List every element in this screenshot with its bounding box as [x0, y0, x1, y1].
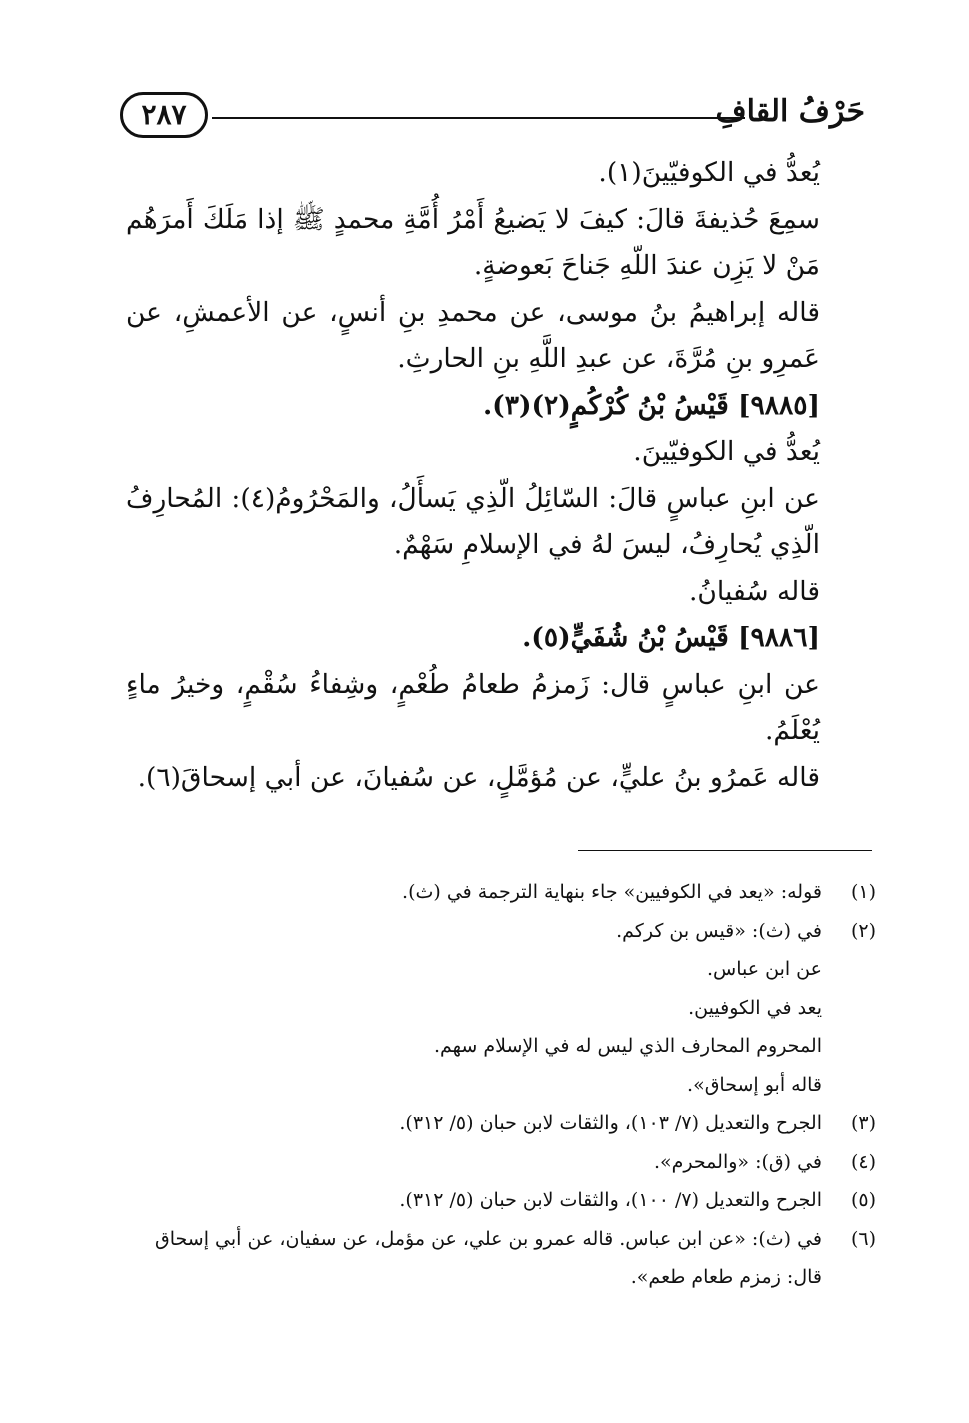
- footnote-text: في (ق): «والمحرم».: [654, 1150, 822, 1173]
- footnote-number: (٤): [850, 1150, 876, 1173]
- footnote: [126, 1143, 876, 1182]
- footnote: [126, 1181, 876, 1220]
- header-divider: [212, 117, 745, 119]
- footnotes: [126, 873, 876, 1297]
- footnote-text: قوله: «يعد في الكوفيين» جاء بنهاية الترجمة في (ث).: [402, 881, 822, 903]
- footnote-continuation: قاله أبو إسحاق».: [687, 1073, 822, 1096]
- footnote-continuation: عن ابن عباس.: [706, 958, 822, 980]
- footnote-text: في (ث): «قيس بن كركم.: [616, 919, 822, 942]
- body-paragraph: قاله سُفيانُ.: [688, 575, 820, 607]
- footnote-number: (٢): [850, 919, 876, 942]
- body-paragraph: عن ابنِ عباسٍ قالَ: السّائِلُ الّذِي يَسأَلُ، والمَحْرُومُ(٤): المُحارِفُ الّذِي يُحارِفُ، ليسَ لهُ في الإسلامِ سَهْمٌ.: [126, 482, 820, 560]
- page-number: ٢٨٧: [120, 92, 208, 138]
- body-paragraph: قاله إبراهيمُ بنُ موسى، عن محمدِ بنِ أنسٍ، عن الأعمشِ، عن عَمرِو بنِ مُرَّةَ، عن عبدِ اللَّهِ بنِ الحارثِ.: [126, 296, 820, 374]
- footnote: [126, 1220, 876, 1297]
- footnote-divider: [578, 850, 872, 851]
- body-paragraph: يُعدُّ في الكوفيّينَ.: [633, 436, 820, 467]
- body-paragraph: عن ابنِ عباسٍ قال: زَمزمُ طعامُ طُعْمٍ، وشِفاءُ سُقْمٍ، وخيرُ ماءٍ يُعْلَمُ.: [126, 668, 820, 746]
- footnote-text: الجرح والتعديل (٧/ ١٠٣)، والثقات لابن حبان (٥/ ٣١٢).: [399, 1112, 822, 1134]
- footnote: [126, 1104, 876, 1143]
- footnote-continuation: المحروم المحارف الذي ليس له في الإسلام سهم.: [433, 1035, 822, 1057]
- entry-heading: [٩٨٨٥] قَيْسُ بْنُ كُرْكُمٍ(٢)(٣).: [482, 389, 820, 421]
- footnote: [126, 912, 876, 951]
- footnote-number: (٥): [850, 1189, 876, 1211]
- footnote-number: (٦): [850, 1227, 876, 1250]
- entry-heading: [٩٨٨٦] قَيْسُ بْنُ شُفَيٍّ(٥).: [522, 622, 820, 653]
- chapter-title: حَرْفُ القافِ: [715, 94, 865, 129]
- footnote: [126, 873, 876, 912]
- footnote-continuation: يعد في الكوفيين.: [688, 996, 822, 1019]
- footnote-text: في (ث): «عن ابن عباس. قاله عمرو بن علي، عن مؤمل، عن سفيان، عن أبي إسحاق قال: زمزم طعام طعم».: [155, 1227, 822, 1288]
- running-header: [120, 86, 865, 142]
- body-paragraph: سمِعَ حُذيفةَ قالَ: كيفَ لا يَضيعُ أَمْرُ أُمَّةِ محمدٍ ﷺ إذا مَلَكَ أَمرَهُم مَنْ لا يَزِن عندَ اللّهِ جَناحَ بَعوضةٍ.: [126, 203, 820, 281]
- main-body: [126, 150, 864, 801]
- footnote-text: الجرح والتعديل (٧/ ١٠٠)، والثقات لابن حبان (٥/ ٣١٢).: [399, 1189, 822, 1211]
- footnote-number: (١): [850, 881, 876, 903]
- footnote-number: (٣): [850, 1112, 876, 1134]
- body-paragraph: قاله عَمرُو بنُ عليٍّ، عن مُؤمَّلٍ، عن سُفيانَ، عن أبي إسحاقَ(٦).: [137, 761, 820, 793]
- body-paragraph: يُعدُّ في الكوفيّينَ(١).: [598, 157, 820, 188]
